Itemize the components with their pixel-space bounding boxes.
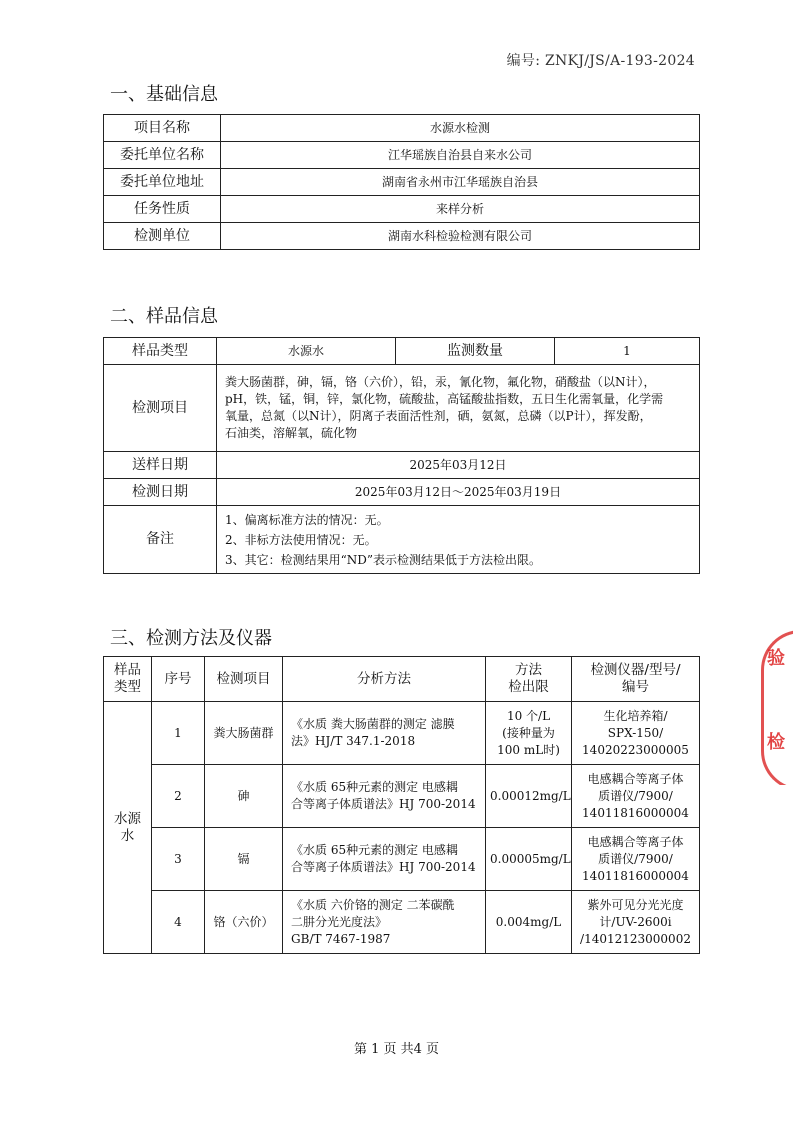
- section-title-sample-info: 二、样品信息: [110, 306, 218, 327]
- basic-info-table: [103, 114, 700, 250]
- page-footer: 第 1 页 共4 页: [353, 1042, 440, 1057]
- method-limit: 0.00012mg/L: [486, 765, 572, 828]
- sample-type-value: 水源水: [217, 338, 396, 365]
- method-item: 铬（六价）: [205, 891, 283, 954]
- send-date-label: 送样日期: [104, 452, 217, 479]
- basic-info-row: [104, 196, 700, 223]
- basic-info-value: 来样分析: [221, 196, 700, 223]
- basic-info-row: [104, 142, 700, 169]
- method-seq: 1: [152, 702, 205, 765]
- basic-info-value: 湖南水科检验检测有限公司: [221, 223, 700, 250]
- basic-info-label: 任务性质: [104, 196, 221, 223]
- section-title-methods: 三、检测方法及仪器: [110, 628, 272, 649]
- test-date-value: 2025年03月12日～2025年03月19日: [217, 479, 700, 506]
- header-limit: 方法 检出限: [486, 657, 572, 702]
- remark-value: 1、偏离标准方法的情况：无。 2、非标方法使用情况：无。 3、其它：检测结果用“ND”表示检测结果低于方法检出限。: [217, 506, 700, 574]
- basic-info-row: [104, 223, 700, 250]
- method-instrument: 生化培养箱/ SPX-150/ 14020223000005: [572, 702, 700, 765]
- test-date-label: 检测日期: [104, 479, 217, 506]
- header-seq: 序号: [152, 657, 205, 702]
- basic-info-row: [104, 169, 700, 196]
- method-instrument: 电感耦合等离子体 质谱仪/7900/ 14011816000004: [572, 765, 700, 828]
- send-date-value: 2025年03月12日: [217, 452, 700, 479]
- method-instrument: 电感耦合等离子体 质谱仪/7900/ 14011816000004: [572, 828, 700, 891]
- basic-info-label: 项目名称: [104, 115, 221, 142]
- basic-info-value: 湖南省永州市江华瑶族自治县: [221, 169, 700, 196]
- sample-info-table: [103, 337, 700, 574]
- test-items-label: 检测项目: [104, 365, 217, 452]
- method-standard: 《水质 六价铬的测定 二苯碳酰 二肼分光光度法》 GB/T 7467-1987: [283, 891, 486, 954]
- method-standard: 《水质 65种元素的测定 电感耦 合等离子体质谱法》HJ 700-2014: [283, 765, 486, 828]
- remark-label: 备注: [104, 506, 217, 574]
- test-items-value: 粪大肠菌群，砷，镉，铬（六价），铅，汞，氰化物，氟化物，硝酸盐（以N计）， pH，铁，锰，铜，锌，氯化物，硫酸盐，高锰酸盐指数，五日生化需氧量，化学需 氧量，总氮（以N计），阴离子表面活性剂，硒，氨氮，总磷（以P计），挥发酚， 石油类，溶解氧，硫化物: [217, 365, 700, 452]
- basic-info-label: 委托单位名称: [104, 142, 221, 169]
- method-row: [104, 828, 700, 891]
- method-row: [104, 702, 700, 765]
- header-instrument: 检测仪器/型号/ 编号: [572, 657, 700, 702]
- method-limit: 10 个/L (接种量为 100 mL时): [486, 702, 572, 765]
- seal-stamp: 验 检: [761, 630, 793, 785]
- method-item: 砷: [205, 765, 283, 828]
- header-sample-type: 样品 类型: [104, 657, 152, 702]
- method-limit: 0.004mg/L: [486, 891, 572, 954]
- basic-info-label: 检测单位: [104, 223, 221, 250]
- method-standard: 《水质 65种元素的测定 电感耦 合等离子体质谱法》HJ 700-2014: [283, 828, 486, 891]
- method-seq: 2: [152, 765, 205, 828]
- document-number: 编号: ZNKJ/JS/A-193-2024: [506, 53, 695, 69]
- basic-info-value: 水源水检测: [221, 115, 700, 142]
- sample-type-label: 样品类型: [104, 338, 217, 365]
- header-item: 检测项目: [205, 657, 283, 702]
- section-title-basic-info: 一、基础信息: [110, 84, 218, 105]
- method-row: [104, 891, 700, 954]
- method-seq: 3: [152, 828, 205, 891]
- count-label: 监测数量: [396, 338, 555, 365]
- method-item: 粪大肠菌群: [205, 702, 283, 765]
- method-item: 镉: [205, 828, 283, 891]
- basic-info-label: 委托单位地址: [104, 169, 221, 196]
- basic-info-value: 江华瑶族自治县自来水公司: [221, 142, 700, 169]
- method-instrument: 紫外可见分光光度 计/UV-2600i /14012123000002: [572, 891, 700, 954]
- method-row: [104, 765, 700, 828]
- method-limit: 0.00005mg/L: [486, 828, 572, 891]
- basic-info-row: [104, 115, 700, 142]
- method-seq: 4: [152, 891, 205, 954]
- sample-type-cell: 水源 水: [104, 702, 152, 954]
- count-value: 1: [555, 338, 700, 365]
- methods-table: [103, 656, 700, 954]
- method-standard: 《水质 粪大肠菌群的测定 滤膜 法》HJ/T 347.1-2018: [283, 702, 486, 765]
- header-method: 分析方法: [283, 657, 486, 702]
